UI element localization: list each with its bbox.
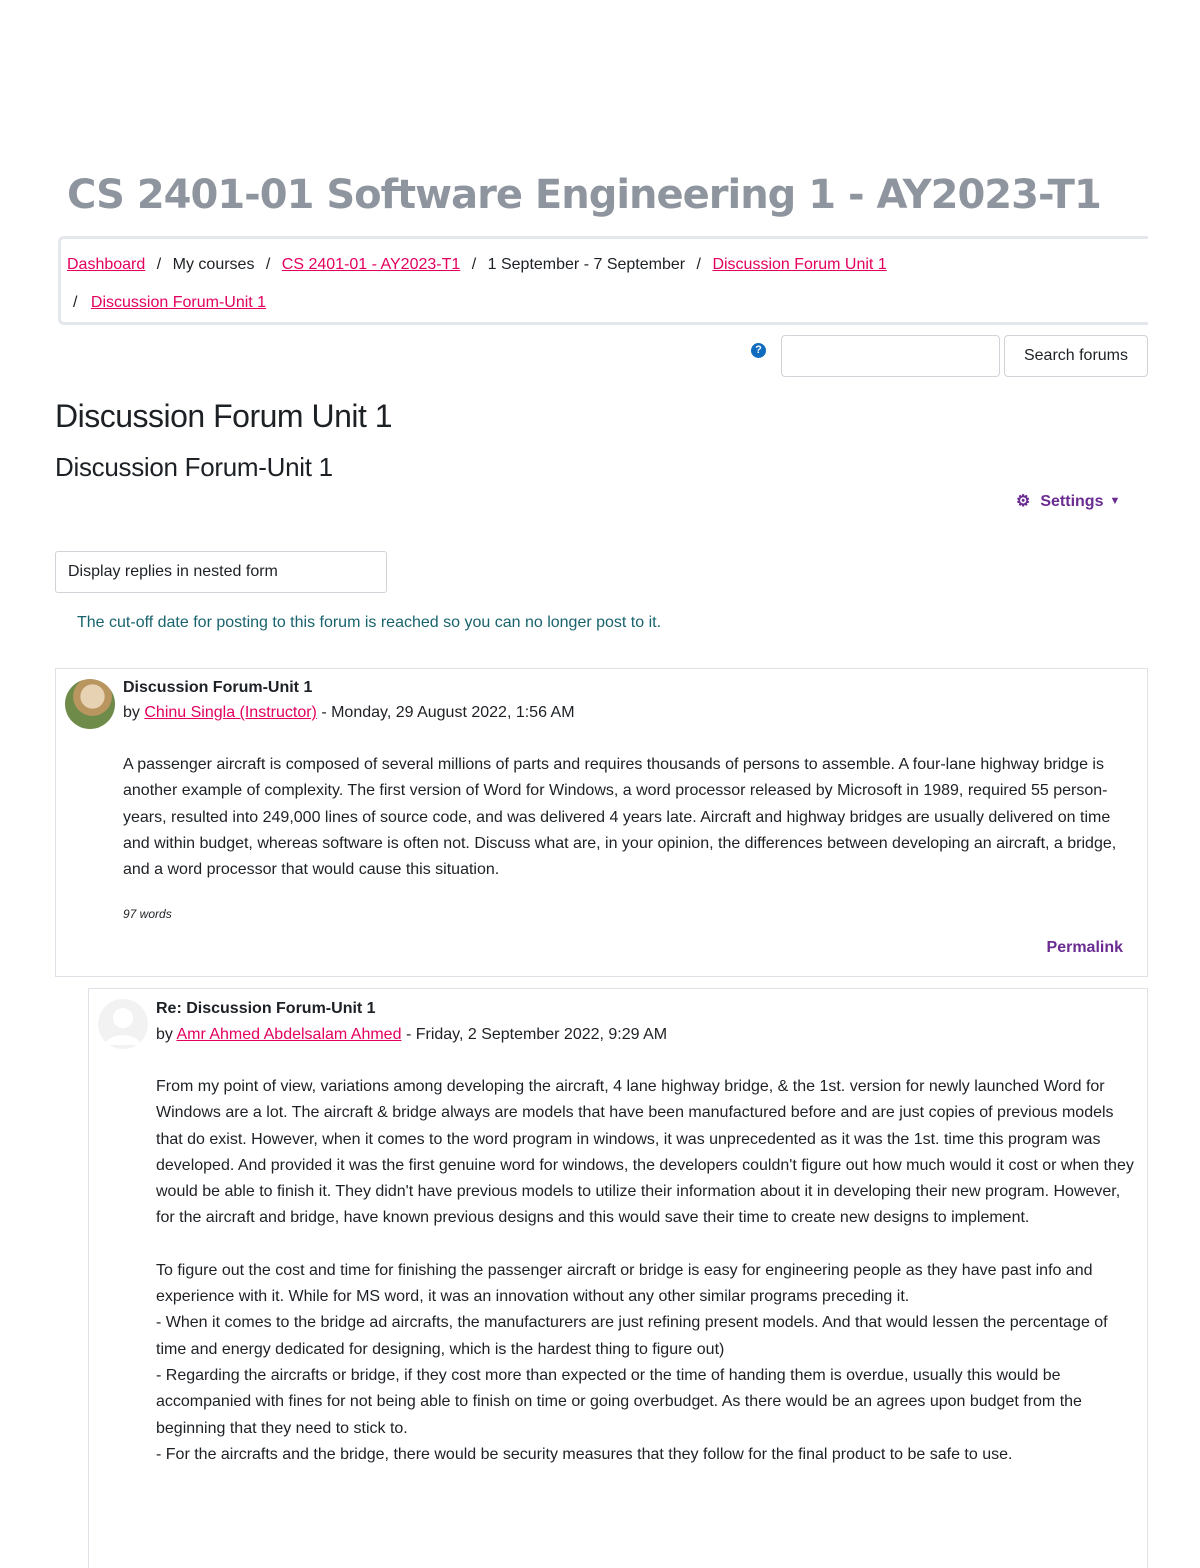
page-title: Discussion Forum Unit 1 [55,398,393,434]
post-by-label: by [156,1026,173,1043]
post-by-label: by [123,704,140,721]
breadcrumb-line [67,256,887,274]
breadcrumb-separator: / [265,256,271,273]
chevron-down-icon: ▼ [1109,495,1121,507]
post-date: - Monday, 29 August 2022, 1:56 AM [321,704,575,721]
gear-icon: ⚙ [1016,493,1031,510]
post-body [123,752,1141,883]
forum-post [55,668,1148,977]
breadcrumb-discussion-link[interactable]: Discussion Forum-Unit 1 [90,294,267,311]
post-paragraph: A passenger aircraft is composed of several millions of parts and requires thousands of persons to assemble. A four-lane highway bridge is another example of complexity. The first version of Word for Windows, a word processor released by Microsoft in 1989, required 55 person-years, resulted into 249,000 lines of source code, and was delivered 4 years late. Aircraft and highway bridges are usually delivered on time and within budget, whereas software is often not. Discuss what are, in your opinion, the differences between developing an aircraft, a bridge, and a word processor that would cause this situation. [123,756,1117,879]
cutoff-notice: The cut-off date for posting to this forum is reached so you can no longer post to it. [77,614,662,631]
post-date: - Friday, 2 September 2022, 9:29 AM [405,1026,668,1043]
post-paragraph: From my point of view, variations among developing the aircraft, 4 lane highway bridge, & the 1st. version for newly launched Word for Windows are a lot. The aircraft & bridge always are models that have been manufactured before and are just copies of previous models that do exist. However, when it comes to the word program in windows, it was unprecedented as it was the 1st. time this program was developed. And provided it was the first genuine word for windows, the developers couldn't figure out how much would it cost or when they would be able to finish it. They didn't have previous models to utilize their information about it in developing their new program. However, for the aircraft and bridge, have known previous designs and this would save their time to create new designs to implement. [156,1078,1134,1227]
post-meta [156,1026,667,1044]
word-count: 97 words [123,907,172,921]
post-paragraph: To figure out the cost and time for finishing the passenger aircraft or bridge is easy for engineering people as they have past info and experience with it. While for MS word, it was an innovation without any other similar programs preceding it. - When it comes to the bridge ad aircrafts, the manufacturers are just refining present models. And that would lessen the percentage of time and energy dedicated for designing, which is the hardest thing to figure out) - Regarding the aircrafts or bridge, if they cost more than expected or the time of handing them is overdue, usually this would be accompanied with fines for not being able to finish on time or going overbudget. As there would be an agrees upon budget from the beginning that they need to stick to. - For the aircrafts and the bridge, there would be security measures that they follow for the final product to be safe to use. [156,1261,1108,1463]
author-link[interactable]: Amr Ahmed Abdelsalam Ahmed [176,1026,402,1043]
breadcrumb-separator: / [696,256,701,273]
settings-label: Settings [1040,493,1104,510]
breadcrumb-separator: / [156,256,162,273]
breadcrumb-week: 1 September - 7 September [487,256,686,273]
course-title: CS 2401-01 Software Engineering 1 - AY2023-T1 [67,172,1101,218]
permalink-link[interactable]: Permalink [1046,939,1123,956]
forum-reply [88,988,1148,1568]
post-body [156,1074,1141,1468]
post-meta [123,704,575,722]
breadcrumb-separator: / [471,256,477,273]
help-icon[interactable]: ? [751,343,766,358]
breadcrumb [58,236,1148,325]
settings-menu-button[interactable] [1016,491,1120,511]
search-input[interactable] [781,335,1000,377]
breadcrumb-forum-link[interactable]: Discussion Forum Unit 1 [712,256,887,273]
post-subject: Discussion Forum-Unit 1 [123,679,313,696]
discussion-title: Discussion Forum-Unit 1 [55,452,333,482]
avatar[interactable] [98,999,148,1049]
breadcrumb-my-courses: My courses [172,256,255,273]
display-mode-select[interactable]: Display replies in nested form [55,551,387,593]
breadcrumb-line [73,294,266,312]
breadcrumb-separator: / [73,294,78,311]
default-user-icon [98,999,148,1049]
search-forums-button[interactable]: Search forums [1004,335,1148,377]
post-subject: Re: Discussion Forum-Unit 1 [156,1000,376,1017]
breadcrumb-dashboard-link[interactable]: Dashboard [67,256,146,273]
avatar[interactable] [65,679,115,729]
author-link[interactable]: Chinu Singla (Instructor) [144,704,317,721]
breadcrumb-course-link[interactable]: CS 2401-01 - AY2023-T1 [281,256,461,273]
